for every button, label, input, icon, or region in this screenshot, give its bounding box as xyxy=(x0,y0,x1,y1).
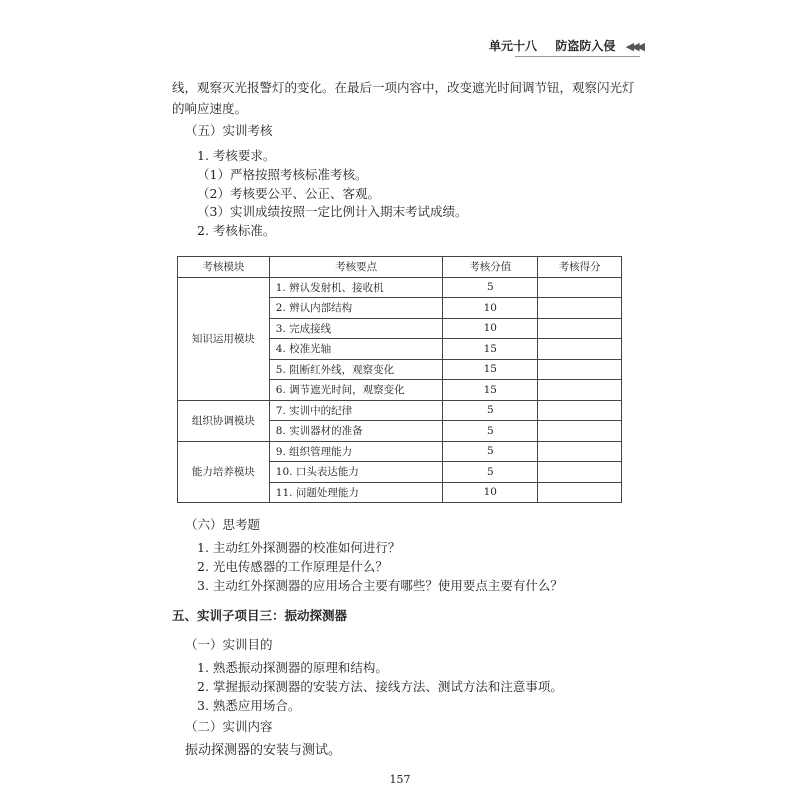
subsection-heading: （一）实训目的 xyxy=(185,637,273,652)
unit-label: 单元十八 xyxy=(489,39,538,53)
question-item: 2. 光电传感器的工作原理是什么？ xyxy=(197,559,388,574)
point-cell: 4. 校准光轴 xyxy=(269,339,443,360)
list-item: 1. 熟悉振动探测器的原理和结构。 xyxy=(197,660,388,675)
list-item: （2）考核要公平、公正、客观。 xyxy=(197,186,380,201)
earned-cell xyxy=(538,359,622,380)
earned-cell xyxy=(538,400,622,421)
question-item: 1. 主动红外探测器的校准如何进行？ xyxy=(197,540,401,555)
module-cell: 组织协调模块 xyxy=(178,400,270,441)
score-cell: 15 xyxy=(443,359,538,380)
subsection-heading: （六）思考题 xyxy=(185,517,261,532)
point-cell: 5. 阻断红外线，观察变化 xyxy=(269,359,443,380)
paragraph-line: 振动探测器的安装与测试。 xyxy=(185,743,342,758)
module-cell: 能力培养模块 xyxy=(178,441,270,503)
score-cell: 10 xyxy=(443,318,538,339)
point-cell: 6. 调节遮光时间，观察变化 xyxy=(269,380,443,401)
point-cell: 10. 口头表达能力 xyxy=(269,462,443,483)
point-cell: 8. 实训器材的准备 xyxy=(269,421,443,442)
table-row xyxy=(178,277,622,298)
score-cell: 10 xyxy=(443,298,538,319)
earned-cell xyxy=(538,339,622,360)
earned-cell xyxy=(538,298,622,319)
point-cell: 11. 问题处理能力 xyxy=(269,482,443,503)
table-row xyxy=(178,441,622,462)
point-cell: 2. 辨认内部结构 xyxy=(269,298,443,319)
module-cell: 知识运用模块 xyxy=(178,277,270,400)
point-cell: 1. 辨认发射机、接收机 xyxy=(269,277,443,298)
header-rule xyxy=(515,56,640,57)
earned-cell xyxy=(538,380,622,401)
table-row xyxy=(178,400,622,421)
list-item: 2. 掌握振动探测器的安装方法、接线方法、测试方法和注意事项。 xyxy=(197,679,563,694)
score-cell: 5 xyxy=(443,421,538,442)
running-header xyxy=(489,37,642,54)
score-cell: 5 xyxy=(443,462,538,483)
question-item: 3. 主动红外探测器的应用场合主要有哪些？使用要点主要有什么？ xyxy=(197,578,563,593)
list-item: 3. 熟悉应用场合。 xyxy=(197,698,301,713)
list-item: 2. 考核标准。 xyxy=(197,223,276,238)
earned-cell xyxy=(538,421,622,442)
score-cell: 5 xyxy=(443,400,538,421)
score-cell: 5 xyxy=(443,277,538,298)
subsection-heading: （五）实训考核 xyxy=(185,123,273,138)
score-cell: 10 xyxy=(443,482,538,503)
paragraph-line: 线，观察灭光报警灯的变化。在最后一项内容中，改变遮光时间调节钮，观察闪光灯 xyxy=(172,80,635,95)
list-item: 1. 考核要求。 xyxy=(197,148,276,163)
table-header-row xyxy=(178,257,622,278)
point-cell: 7. 实训中的纪律 xyxy=(269,400,443,421)
point-cell: 3. 完成接线 xyxy=(269,318,443,339)
list-item: （1）严格按照考核标准考核。 xyxy=(197,167,368,182)
column-header: 考核要点 xyxy=(269,257,443,278)
page-number: 157 xyxy=(389,773,411,786)
earned-cell xyxy=(538,318,622,339)
subsection-heading: （二）实训内容 xyxy=(185,719,273,734)
earned-cell xyxy=(538,277,622,298)
paragraph-line: 的响应速度。 xyxy=(172,101,248,116)
earned-cell xyxy=(538,482,622,503)
earned-cell xyxy=(538,462,622,483)
earned-cell xyxy=(538,441,622,462)
assessment-table xyxy=(177,256,622,503)
column-header: 考核分值 xyxy=(443,257,538,278)
triangle-arrows-icon: ◀◀◀ xyxy=(625,40,642,53)
list-item: （3）实训成绩按照一定比例计入期末考试成绩。 xyxy=(197,204,468,219)
chapter-title: 防盗防入侵 xyxy=(555,39,616,53)
point-cell: 9. 组织管理能力 xyxy=(269,441,443,462)
score-cell: 15 xyxy=(443,339,538,360)
score-cell: 15 xyxy=(443,380,538,401)
column-header: 考核得分 xyxy=(538,257,622,278)
section-heading: 五、实训子项目三：振动探测器 xyxy=(172,608,348,623)
score-cell: 5 xyxy=(443,441,538,462)
column-header: 考核模块 xyxy=(178,257,270,278)
